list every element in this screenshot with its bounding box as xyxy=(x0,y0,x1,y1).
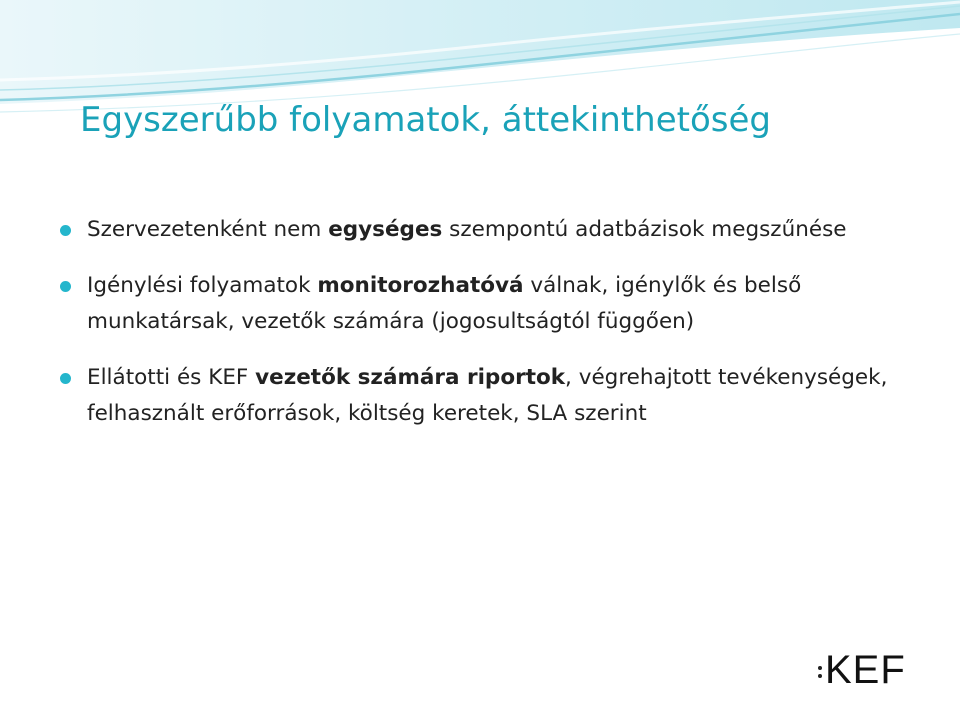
kef-logo xyxy=(818,650,906,690)
bullet-text-emphasis: monitorozhatóvá xyxy=(317,273,524,298)
bullet-text-part: Szervezetenként nem xyxy=(87,217,329,242)
bullet-text-part: Igénylési folyamatok xyxy=(87,273,318,298)
bullet-list xyxy=(60,212,910,452)
bullet-item xyxy=(60,268,910,340)
logo-dots-icon xyxy=(818,666,822,678)
bullet-item xyxy=(60,360,910,432)
logo-text: KEF xyxy=(825,648,906,692)
bullet-dot-icon xyxy=(60,373,71,384)
slide-title: Egyszerűbb folyamatok, áttekinthetőség xyxy=(80,100,771,140)
bullet-text-part: Ellátotti és KEF xyxy=(87,365,256,390)
bullet-text xyxy=(87,273,801,334)
bullet-item xyxy=(60,212,910,248)
bullet-text-part: , végrehajtott tevékenységek, felhasznált erőforrások, költség keretek, SLA szerint xyxy=(87,365,888,426)
bullet-text-emphasis: egységes xyxy=(328,217,443,242)
bullet-dot-icon xyxy=(60,281,71,292)
bullet-text-part: szempontú adatbázisok megszűnése xyxy=(442,217,847,242)
bullet-text-part: válnak, igénylők és belső munkatársak, vezetők számára (jogosultságtól függően) xyxy=(87,273,802,334)
bullet-text xyxy=(87,217,847,242)
bullet-text-emphasis: vezetők számára riportok xyxy=(255,365,566,390)
bullet-text xyxy=(87,365,887,426)
bullet-dot-icon xyxy=(60,225,71,236)
